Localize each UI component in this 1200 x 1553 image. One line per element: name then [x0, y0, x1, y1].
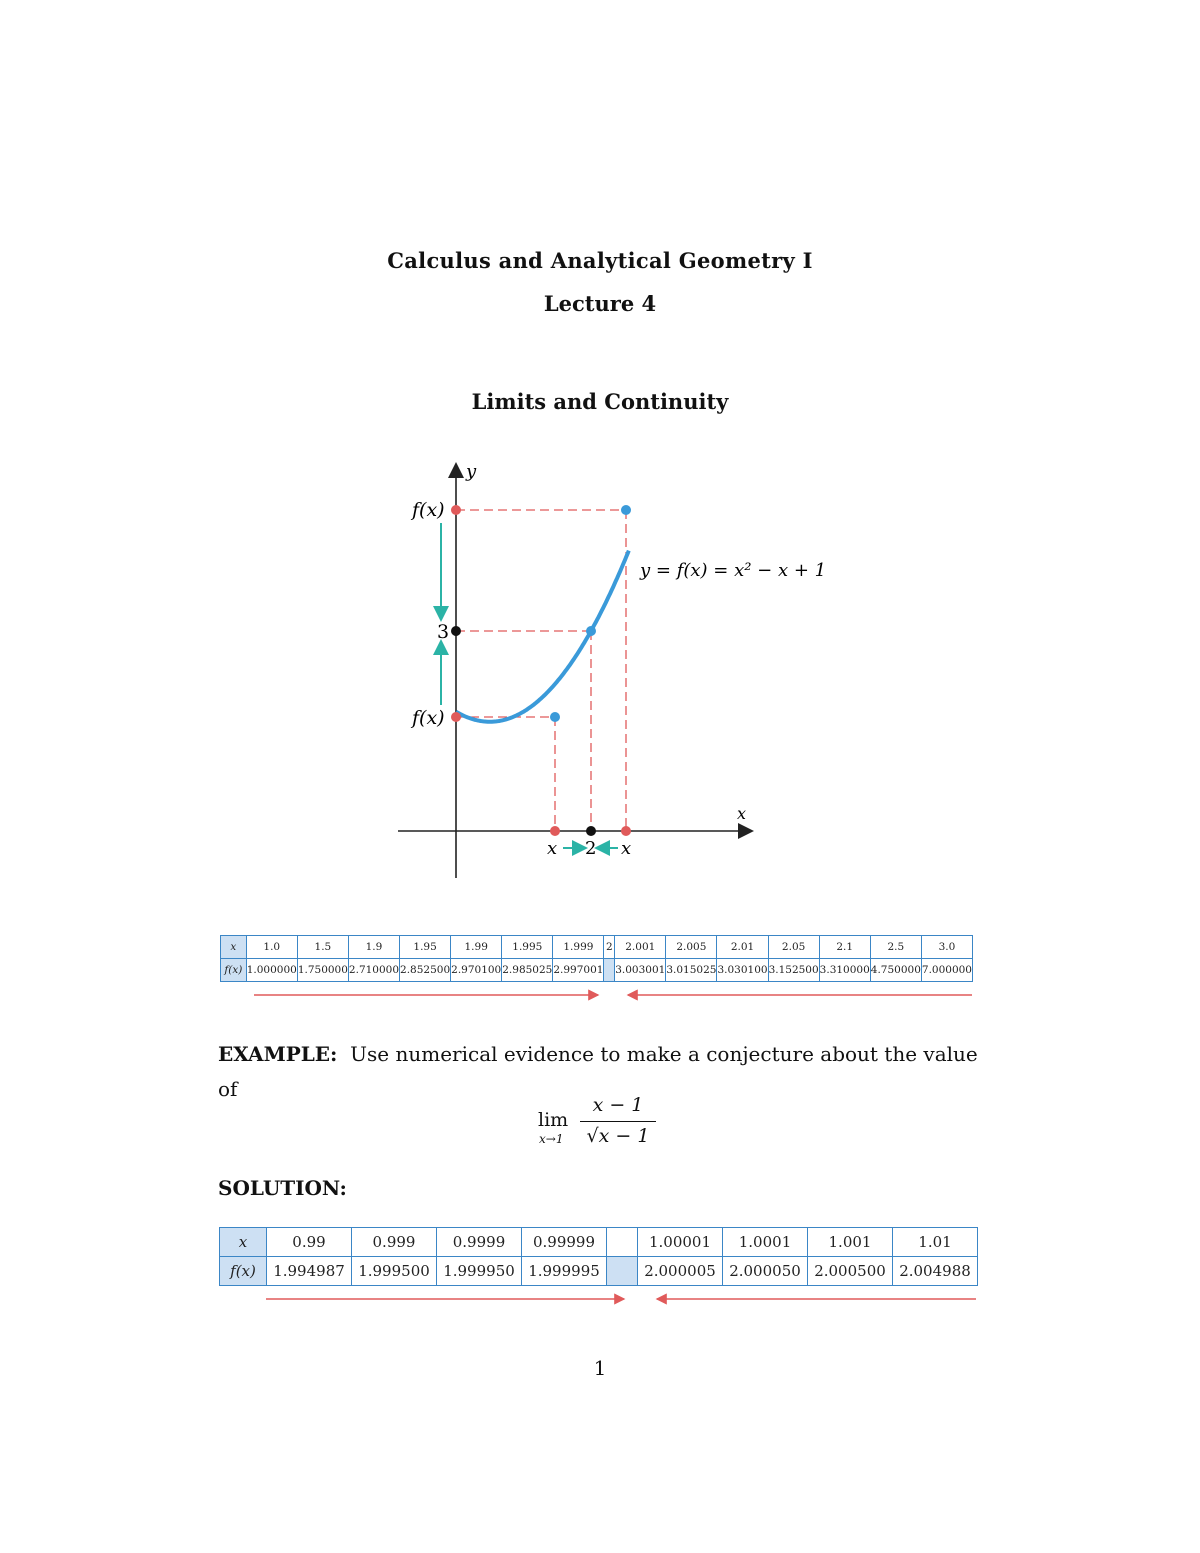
table-cell: 3.030100 — [717, 959, 768, 982]
table-cell: 1.00001 — [638, 1228, 723, 1257]
table-cell: 2.000005 — [638, 1257, 723, 1286]
y-axis-label: y — [466, 461, 477, 482]
table-cell: 1.0 — [246, 936, 297, 959]
table-cell: 0.99 — [267, 1228, 352, 1257]
curve-point-upper — [621, 505, 631, 515]
lim-operator: lim — [538, 1109, 569, 1131]
table-cell-center: 2 — [604, 936, 615, 959]
x-header: x — [220, 1228, 267, 1257]
table-cell: 2.05 — [768, 936, 819, 959]
y-point-lower — [451, 712, 461, 722]
table-cell: 1.01 — [893, 1228, 978, 1257]
bottom-two: 2 — [585, 838, 597, 859]
bottom-x-left: x — [547, 838, 558, 859]
table-row — [220, 1228, 978, 1257]
curve-point-limit — [586, 626, 596, 636]
x-point-left — [550, 826, 560, 836]
y-point-upper — [451, 505, 461, 515]
limit-denominator: √x − 1 — [586, 1125, 650, 1147]
table-cell-blank — [607, 1257, 638, 1286]
table2-arrows — [0, 1289, 1200, 1309]
limit-numerator: x − 1 — [592, 1094, 644, 1116]
limit-value-label: 3 — [437, 621, 450, 643]
table-cell: 1.994987 — [267, 1257, 352, 1286]
table-cell: 2.001 — [615, 936, 666, 959]
table-cell: 2.004988 — [893, 1257, 978, 1286]
table-cell: 2.005 — [666, 936, 717, 959]
table-cell: 0.999 — [352, 1228, 437, 1257]
fx-header: f(x) — [221, 959, 247, 982]
fx-header: f(x) — [220, 1257, 267, 1286]
table-cell: 2.01 — [717, 936, 768, 959]
table-cell: 1.5 — [297, 936, 348, 959]
table-cell: 1.999950 — [437, 1257, 522, 1286]
table-cell: 3.015025 — [666, 959, 717, 982]
table-cell: 2.710000 — [348, 959, 399, 982]
table-row — [220, 1257, 978, 1286]
table-cell: 1.995 — [502, 936, 553, 959]
curve-point-lower — [550, 712, 560, 722]
section-title: Limits and Continuity — [471, 389, 729, 414]
table-cell: 1.9 — [348, 936, 399, 959]
table-cell-blank — [607, 1228, 638, 1257]
table-row — [221, 959, 973, 982]
table-cell: 7.000000 — [921, 959, 972, 982]
table-cell: 1.0001 — [723, 1228, 808, 1257]
lower-fx-label: f(x) — [412, 707, 445, 729]
equation-label: y = f(x) = x² − x + 1 — [640, 560, 827, 581]
table-cell: 1.99 — [451, 936, 502, 959]
limit-expression — [538, 1094, 668, 1154]
table-cell: 2.970100 — [451, 959, 502, 982]
table-cell: 2.997001 — [553, 959, 604, 982]
table-cell: 1.999995 — [522, 1257, 607, 1286]
example-label: EXAMPLE: — [218, 1042, 338, 1066]
table-cell: 3.310000 — [819, 959, 870, 982]
table-cell: 3.003001 — [615, 959, 666, 982]
parabola-curve — [456, 551, 629, 722]
table-cell: 2.852500 — [400, 959, 451, 982]
x-axis-label: x — [737, 804, 747, 823]
values-table-parabola — [220, 935, 973, 982]
table-cell: 3.0 — [921, 936, 972, 959]
table-cell: 1.001 — [808, 1228, 893, 1257]
table-cell: 1.000000 — [246, 959, 297, 982]
x-point-right — [621, 826, 631, 836]
table-cell: 0.99999 — [522, 1228, 607, 1257]
table-cell: 2.000050 — [723, 1257, 808, 1286]
upper-fx-label: f(x) — [412, 499, 445, 521]
example-text: Use numerical evidence to make a conjecture about the value of — [218, 1042, 978, 1101]
table-cell: 1.999500 — [352, 1257, 437, 1286]
table-cell: 2.985025 — [502, 959, 553, 982]
bottom-x-right: x — [621, 838, 632, 859]
x-header: x — [221, 936, 247, 959]
solution-label: SOLUTION: — [218, 1176, 347, 1200]
table1-arrows — [0, 985, 1200, 1005]
table-cell: 3.152500 — [768, 959, 819, 982]
lecture-number: Lecture 4 — [543, 291, 657, 316]
x-point-center — [586, 826, 596, 836]
fraction-bar — [580, 1121, 656, 1122]
table-cell: 1.95 — [400, 936, 451, 959]
y-point-limit — [451, 626, 461, 636]
table-cell: 0.9999 — [437, 1228, 522, 1257]
table-cell: 4.750000 — [870, 959, 921, 982]
table-cell: 1.999 — [553, 936, 604, 959]
dashed-guides — [456, 510, 626, 831]
table-cell-blank — [604, 959, 615, 982]
values-table-solution — [219, 1227, 978, 1286]
page-number: 1 — [593, 1356, 607, 1380]
lim-subscript: x→1 — [539, 1132, 564, 1146]
course-title: Calculus and Analytical Geometry I — [387, 248, 813, 273]
table-cell: 2.1 — [819, 936, 870, 959]
table-cell: 2.5 — [870, 936, 921, 959]
table-cell: 2.000500 — [808, 1257, 893, 1286]
table-cell: 1.750000 — [297, 959, 348, 982]
table-row — [221, 936, 973, 959]
